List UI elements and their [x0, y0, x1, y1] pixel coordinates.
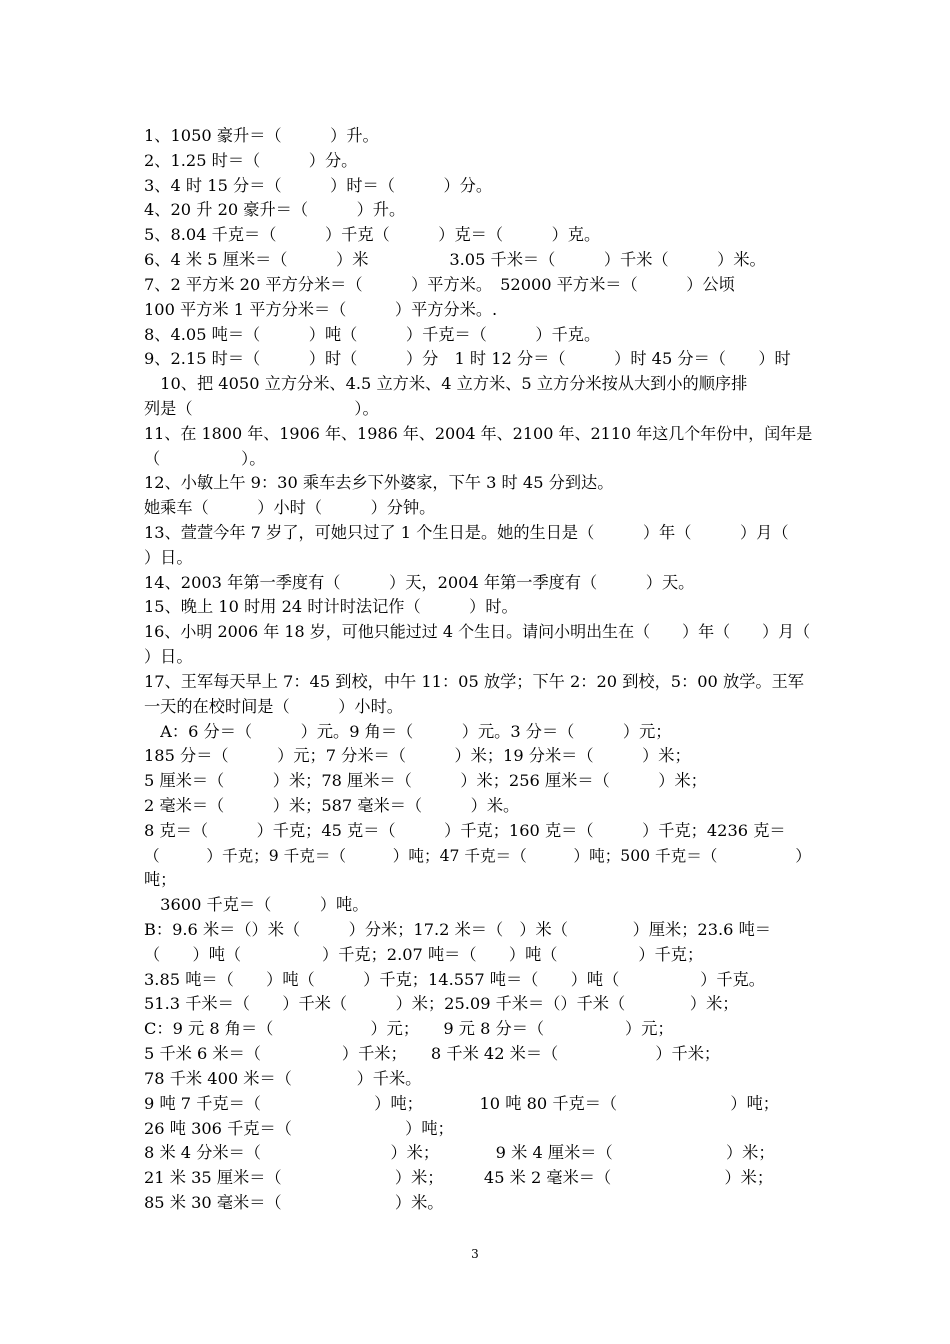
text-line: 78 千米 400 米＝（ ）千米。 [144, 1068, 422, 1088]
text-line: 5 千米 6 米＝（ ）千米； 8 千米 42 米＝（ ）千米； [144, 1044, 721, 1064]
text-line: 吨； [144, 870, 177, 890]
text-line: 5、8.04 千克＝（ ）千克（ ）克＝（ ）克。 [144, 225, 601, 245]
text-line: B：9.6 米＝（）米（ ）分米；17.2 米＝（ ）米（ ）厘米；23.6 吨＝ [144, 920, 771, 939]
text-line: （ ）千克；9 千克＝（ ）吨；47 千克＝（ ）吨；500 千克＝（ ） [144, 846, 811, 865]
text-line: 17、王军每天早上 7：45 到校，中午 11：05 放学；下午 2：20 到校，5：00 放学。王军 [144, 671, 804, 691]
text-line: 21 米 35 厘米＝（ ）米； 45 米 2 毫米＝（ ）米； [144, 1168, 774, 1188]
text-line: （ ）吨（ ）千克；2.07 吨＝（ ）吨（ ）千克； [144, 944, 704, 964]
text-line: 26 吨 306 千克＝（ ）吨； [144, 1118, 454, 1138]
text-line: 她乘车（ ）小时（ ）分钟。 [144, 498, 436, 518]
text-line: 5 厘米＝（ ）米；78 厘米＝（ ）米；256 厘米＝（ ）米； [144, 771, 707, 791]
text-line: 51.3 千米＝（ ）千米（ ）米；25.09 千米＝（）千米（ ）米； [144, 994, 739, 1014]
page-number: 3 [471, 1247, 479, 1261]
text-line: 7、2 平方米 20 平方分米＝（ ）平方米。 52000 平方米＝（ ）公顷 [144, 274, 735, 294]
text-line: 9、2.15 时＝（ ）时（ ）分 1 时 12 分＝（ ）时 45 分＝（ ）时 [144, 349, 791, 369]
text-line: 85 米 30 毫米＝（ ）米。 [144, 1192, 444, 1212]
text-line: 8 克＝（ ）千克；45 克＝（ ）千克；160 克＝（ ）千克；4236 克＝ [144, 820, 786, 840]
text-line: 3、4 时 15 分＝（ ）时＝（ ）分。 [144, 175, 493, 195]
text-line: 12、小敏上午 9：30 乘车去乡下外婆家，下午 3 时 45 分到达。 [144, 473, 614, 493]
text-line: 9 吨 7 千克＝（ ）吨； 10 吨 80 千克＝（ ）吨； [144, 1093, 779, 1113]
text-line: 6、4 米 5 厘米＝（ ）米 3.05 千米＝（ ）千米（ ）米。 [144, 250, 766, 270]
text-line: 3.85 吨＝（ ）吨（ ）千克；14.557 吨＝（ ）吨（ ）千克。 [144, 969, 765, 989]
text-line: 11、在 1800 年、1906 年、1986 年、2004 年、2100 年、2110 年这几个年份中，闰年是 [144, 423, 813, 443]
text-line: 16、小明 2006 年 18 岁，可他只能过过 4 个生日。请问小明出生在（ ）年（ ）月（ [144, 622, 811, 642]
text-line: ）日。 [144, 647, 193, 667]
text-line: （ ）。 [144, 448, 266, 468]
text-line: 1、1050 豪升＝（ ）升。 [144, 126, 379, 145]
text-line: 8 米 4 分米＝（ ）米； 9 米 4 厘米＝（ ）米； [144, 1143, 775, 1163]
text-line: 列是（ ）。 [144, 398, 379, 418]
worksheet-body [144, 124, 816, 1216]
text-line: 100 平方米 1 平方分米＝（ ）平方分米。. [144, 299, 498, 319]
text-line: 15、晚上 10 时用 24 时计时法记作（ ）时。 [144, 597, 518, 617]
text-line: 4、20 升 20 豪升＝（ ）升。 [144, 200, 406, 220]
text-line: 8、4.05 吨＝（ ）吨（ ）千克＝（ ）千克。 [144, 324, 601, 344]
text-line: 一天的在校时间是（ ）小时。 [144, 696, 403, 716]
text-line: 13、萱萱今年 7 岁了，可她只过了 1 个生日是。她的生日是（ ）年（ ）月（ [144, 523, 789, 542]
text-line: 2 毫米＝（ ）米；587 毫米＝（ ）米。 [144, 795, 520, 815]
text-line: 3600 千克＝（ ）吨。 [144, 895, 369, 915]
text-line: C：9 元 8 角＝（ ）元； 9 元 8 分＝（ ）元； [144, 1019, 674, 1039]
text-line: ）日。 [144, 547, 193, 567]
text-line: 14、2003 年第一季度有（ ）天，2004 年第一季度有（ ）天。 [144, 572, 695, 592]
text-line: 185 分＝（ ）元；7 分米＝（ ）米；19 分米＝（ ）米； [144, 746, 691, 766]
text-line: A：6 分＝（ ）元。9 角＝（ ）元。3 分＝（ ）元； [144, 721, 672, 741]
text-line: 2、1.25 时＝（ ）分。 [144, 150, 358, 170]
text-line: 10、把 4050 立方分米、4.5 立方米、4 立方米、5 立方分米按从大到小的顺序排 [144, 374, 748, 394]
